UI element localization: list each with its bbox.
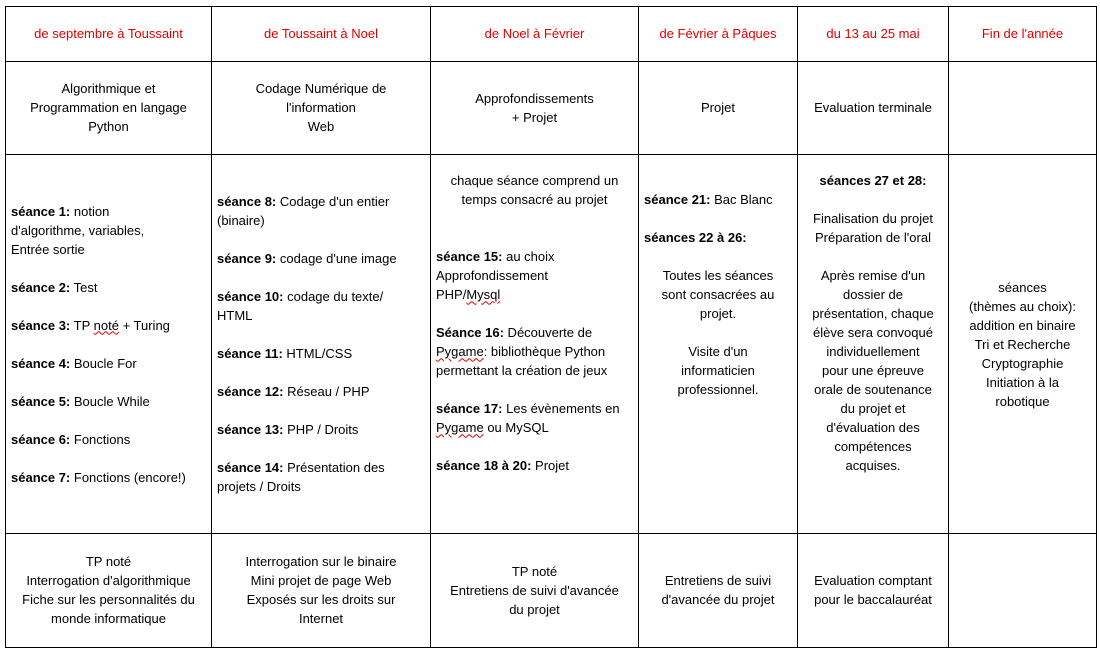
topic-line: Approfondissements [475, 90, 594, 106]
session-label: séance 18 à 20: [436, 458, 532, 474]
evaluation-line: Interrogation sur le binaire [245, 554, 397, 570]
topic-line: l'information [286, 100, 356, 116]
session-item [217, 192, 425, 211]
session-label: séance 10: [217, 289, 284, 305]
session-text: Fonctions [70, 431, 131, 447]
session-text: Fonctions (encore!) [70, 469, 186, 485]
evaluation-cell-3 [431, 533, 639, 647]
evaluation-line: Entretiens de suivi d'avancée [450, 582, 619, 598]
header-row [6, 7, 1097, 62]
topic-line: Python [88, 119, 129, 135]
session-text-cont: robotique [995, 393, 1050, 409]
session-label: séance 8: [217, 194, 277, 210]
evaluation-line: du projet [509, 601, 560, 617]
session-text-cont: Cryptographie [981, 355, 1064, 371]
session-text: : bibliothèque Python [483, 344, 606, 360]
session-label: séance 11: [217, 346, 283, 362]
session-item [217, 458, 425, 477]
session-text-cont: Après remise d'un [820, 268, 926, 284]
session-item [217, 420, 425, 439]
spellcheck-marked-word: Pygame [436, 344, 484, 360]
topic-line: + Projet [511, 109, 558, 125]
topic-line: Web [307, 119, 335, 135]
session-text-cont: élève sera convoqué [813, 325, 933, 341]
header-period-2: de Toussaint à Noel [212, 7, 431, 62]
sessions-cell-1 [6, 155, 212, 534]
session-label: séance 9: [217, 251, 277, 267]
session-text-cont: d'évaluation des [826, 420, 920, 436]
session-text: au choix [502, 249, 555, 265]
session-text-cont: Préparation de l'oral [815, 230, 931, 246]
session-text-cont: projets / Droits [217, 479, 301, 495]
session-item [217, 344, 425, 363]
intro-line: chaque séance comprend un [450, 173, 619, 189]
evaluation-line: Interrogation d'algorithmique [26, 573, 191, 589]
session-text-cont: séances [998, 279, 1047, 295]
session-text: codage du texte/ [283, 289, 384, 305]
topic-line: Programmation en langage [30, 100, 187, 116]
topic-line: Algorithmique et [61, 81, 156, 97]
spellcheck-marked-word: Mysql [466, 287, 501, 303]
session-label: séance 14: [217, 460, 284, 476]
session-text-cont: professionnel. [677, 382, 759, 398]
topic-cell-4 [639, 61, 798, 155]
session-item [11, 468, 206, 487]
session-item [217, 287, 425, 306]
session-text: PHP/ [436, 287, 467, 303]
session-label: Séance 16: [436, 325, 504, 341]
session-text-cont: sont consacrées au [661, 287, 775, 303]
session-text: Projet [531, 458, 569, 474]
session-item [217, 249, 425, 268]
session-text: Codage d'un entier [276, 194, 390, 210]
intro-line: temps consacré au projet [461, 192, 608, 208]
evaluation-line: Fiche sur les personnalités du [22, 592, 195, 608]
session-item [11, 430, 206, 449]
sessions-cell-6 [949, 155, 1097, 534]
evaluation-cell-2 [212, 533, 431, 647]
evaluation-line: Exposés sur les droits sur [246, 592, 396, 608]
topic-cell-5 [798, 61, 949, 155]
session-label: séances 22 à 26: [644, 230, 747, 246]
sessions-cell-2 [212, 155, 431, 534]
session-label: séance 7: [11, 469, 71, 485]
session-label: séances 27 et 28: [819, 173, 927, 189]
session-text-cont: informaticien [681, 363, 755, 379]
evaluation-cell-4 [639, 533, 798, 647]
evaluation-line: Internet [298, 611, 344, 627]
evaluation-cell-1 [6, 533, 212, 647]
topic-cell-3 [431, 61, 639, 155]
session-text: ou MySQL [483, 420, 549, 436]
sessions-cell-5 [798, 155, 949, 534]
session-text-cont: dossier de [843, 287, 903, 303]
session-label: séance 15: [436, 249, 503, 265]
session-text: Bac Blanc [710, 192, 773, 208]
session-item [644, 190, 792, 209]
session-item [436, 456, 633, 475]
session-label: séance 1: [11, 203, 71, 219]
session-text-cont: orale de soutenance [814, 382, 932, 398]
sessions-row [6, 155, 1097, 534]
spellcheck-marked-word: noté [93, 317, 119, 333]
evaluation-line: Entretiens de suivi [664, 573, 772, 589]
header-period-4: de Février à Pâques [639, 7, 798, 62]
session-text: Réseau / PHP [283, 384, 370, 400]
session-text: Les évènements en [502, 401, 620, 417]
session-text-cont: compétences [834, 439, 912, 455]
evaluation-line: TP noté [511, 563, 558, 579]
session-text: Test [70, 279, 98, 295]
topic-cell-2 [212, 61, 431, 155]
session-label: séance 2: [11, 279, 71, 295]
session-item [11, 316, 206, 335]
session-text: TP [70, 317, 94, 333]
topics-row [6, 61, 1097, 155]
session-item [11, 354, 206, 373]
session-text: Découverte de [503, 325, 593, 341]
topic-line: Projet [701, 100, 735, 116]
topic-cell-1 [6, 61, 212, 155]
session-label: séance 6: [11, 431, 71, 447]
topic-line: Codage Numérique de [255, 81, 387, 97]
session-text: PHP / Droits [283, 422, 359, 438]
session-text-cont: pour une épreuve [822, 363, 924, 379]
session-label: séance 13: [217, 422, 284, 438]
topic-cell-6 [949, 61, 1097, 155]
evaluation-cell-5 [798, 533, 949, 647]
session-text: codage d'une image [276, 251, 397, 267]
header-period-5: du 13 au 25 mai [798, 7, 949, 62]
session-text-cont: Visite d'un [688, 344, 748, 360]
session-item [11, 202, 206, 221]
session-label: séance 5: [11, 393, 71, 409]
session-text: HTML/CSS [282, 346, 353, 362]
session-text-cont: (thèmes au choix): [969, 298, 1076, 314]
session-text: Boucle While [70, 393, 150, 409]
session-item [436, 247, 633, 266]
session-text-cont: d'algorithme, variables, [11, 222, 145, 238]
evaluations-row [6, 533, 1097, 647]
session-text-cont: Approfondissement [436, 268, 549, 284]
session-text-cont: acquises. [845, 458, 901, 474]
session-text-cont: HTML [217, 308, 253, 324]
session-item [11, 392, 206, 411]
topic-line: Evaluation terminale [814, 100, 932, 116]
session-label: séance 21: [644, 192, 711, 208]
session-item [217, 382, 425, 401]
session-text-cont: Entrée sortie [11, 241, 85, 257]
spellcheck-marked-word: Pygame [436, 420, 484, 436]
evaluation-line: TP noté [85, 554, 132, 570]
session-text-cont: individuellement [826, 344, 920, 360]
evaluation-line: pour le baccalauréat [814, 592, 932, 608]
sessions-cell-3 [431, 155, 639, 534]
header-period-6: Fin de l'année [949, 7, 1097, 62]
session-item [436, 323, 633, 342]
session-text-cont [436, 285, 633, 304]
evaluation-line: Mini projet de page Web [250, 573, 392, 589]
session-label: séance 12: [217, 384, 284, 400]
session-text: + Turing [118, 317, 170, 333]
session-text-cont: permettant la création de jeux [436, 363, 608, 379]
session-text-cont: addition en binaire [969, 317, 1076, 333]
session-text-cont: Tri et Recherche [974, 336, 1071, 352]
evaluation-line: Evaluation comptant [814, 573, 932, 589]
planning-table [5, 6, 1097, 648]
session-item [803, 171, 943, 190]
header-period-1: de septembre à Toussaint [6, 7, 212, 62]
session-text-cont: Initiation à la [986, 374, 1059, 390]
evaluation-line: d'avancée du projet [661, 592, 775, 608]
session-text-cont: présentation, chaque [812, 306, 934, 322]
session-item [436, 399, 633, 418]
session-text-cont: du projet et [840, 401, 906, 417]
evaluation-cell-6 [949, 533, 1097, 647]
session-label: séance 17: [436, 401, 503, 417]
session-item [644, 228, 792, 247]
session-text-cont: (binaire) [217, 213, 265, 229]
session-text-cont [436, 342, 633, 361]
session-text: notion [70, 203, 110, 219]
evaluation-line: monde informatique [51, 611, 166, 627]
session-label: séance 3: [11, 317, 71, 333]
session-text-cont: projet. [699, 306, 737, 322]
session-text: Présentation des [283, 460, 385, 476]
header-period-3: de Noel à Février [431, 7, 639, 62]
session-text: Boucle For [70, 355, 137, 371]
session-item [11, 278, 206, 297]
session-text-cont: Finalisation du projet [813, 211, 933, 227]
session-text-cont [436, 418, 633, 437]
session-label: séance 4: [11, 355, 71, 371]
session-text-cont: Toutes les séances [662, 268, 774, 284]
sessions-cell-4 [639, 155, 798, 534]
